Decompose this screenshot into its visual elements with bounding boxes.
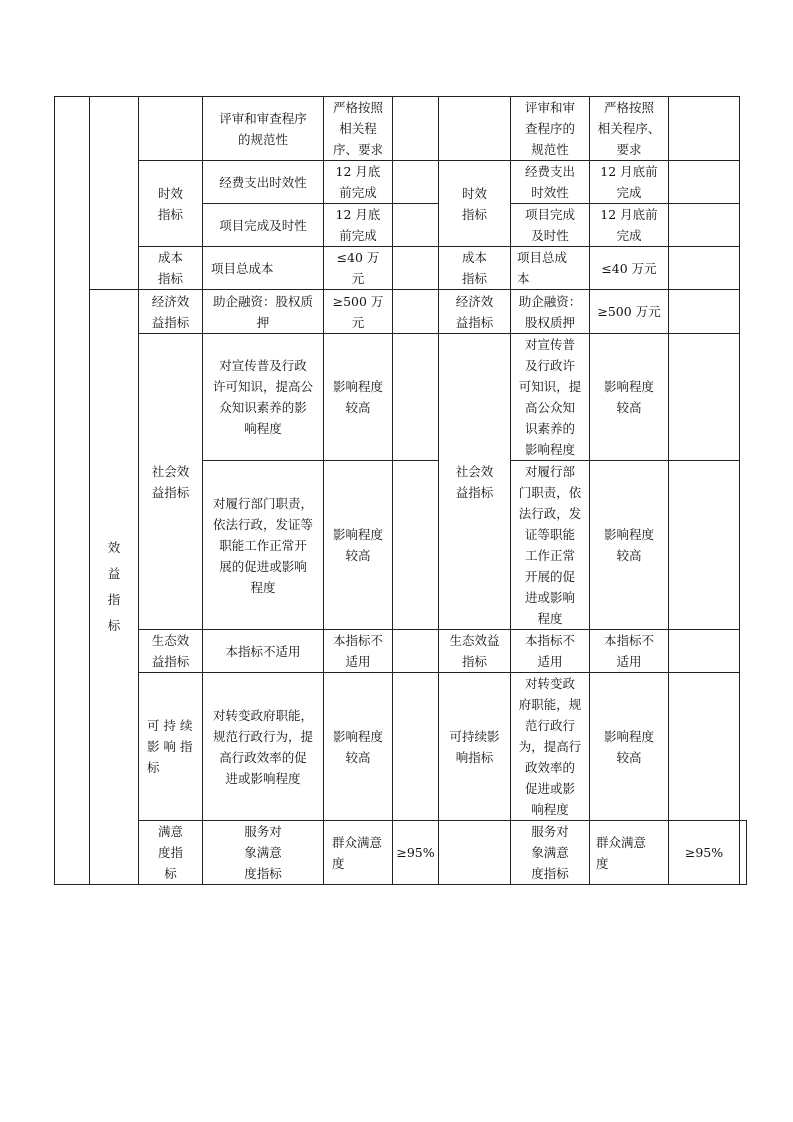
indicator-name-right: 助企融资： 股权质押 — [511, 290, 590, 334]
blank-cell — [439, 97, 511, 161]
blank-cell — [393, 461, 439, 630]
indicator-name-right: 经费支出 时效性 — [511, 161, 590, 204]
blank-cell — [393, 161, 439, 204]
table-row — [55, 161, 747, 204]
indicator-target: 影响程度 较高 — [324, 673, 393, 821]
indicator-category: 服务对 象满意 度指标 — [203, 821, 324, 885]
indicator-category-right: 经济效 益指标 — [439, 290, 511, 334]
indicator-name: 本指标不适用 — [203, 630, 324, 673]
blank-cell — [669, 247, 740, 290]
indicator-name: 项目总成本 — [203, 247, 324, 290]
satisfaction-indicator-label: 满意 度指 标 — [139, 821, 203, 885]
indicator-name: 对宣传普及行政 许可知识，提高公 众知识素养的影 响程度 — [203, 334, 324, 461]
blank-cell — [669, 290, 740, 334]
indicator-target-right: 严格按照 相关程序、 要求 — [590, 97, 669, 161]
indicator-target-right: ≤40 万元 — [590, 247, 669, 290]
indicator-name-right: 对宣传普 及行政许 可知识，提 高公众知 识素养的 影响程度 — [511, 334, 590, 461]
indicator-target: 本指标不 适用 — [324, 630, 393, 673]
indicator-target: 影响程度 较高 — [324, 334, 393, 461]
blank-cell — [393, 204, 439, 247]
blank-cell — [669, 97, 740, 161]
indicator-target-right: 影响程度 较高 — [590, 334, 669, 461]
performance-indicator-table — [54, 96, 747, 885]
indicator-name: 评审和审查程序 的规范性 — [203, 97, 324, 161]
indicator-target-right: 12 月底前 完成 — [590, 161, 669, 204]
table-row — [55, 97, 747, 161]
table-row — [55, 334, 747, 461]
indicator-target-right: ≥95% — [669, 821, 740, 885]
blank-cell — [740, 821, 747, 885]
indicator-category-right: 可持续影 响指标 — [439, 673, 511, 821]
blank-cell — [393, 247, 439, 290]
indicator-name: 项目完成及时性 — [203, 204, 324, 247]
indicator-category-right: 生态效益 指标 — [439, 630, 511, 673]
indicator-target: 严格按照 相关程 序、要求 — [324, 97, 393, 161]
indicator-target: 影响程度 较高 — [324, 461, 393, 630]
blank-cell — [139, 97, 203, 161]
blank-cell — [669, 161, 740, 204]
indicator-target-right: 影响程度 较高 — [590, 461, 669, 630]
blank-cell — [669, 204, 740, 247]
indicator-target: ≥500 万 元 — [324, 290, 393, 334]
outer-blank-cell — [55, 97, 90, 885]
indicator-category: 社会效 益指标 — [139, 334, 203, 630]
indicator-name: 对转变政府职能， 规范行政行为，提 高行政效率的促 进或影响程度 — [203, 673, 324, 821]
blank-cell — [393, 334, 439, 461]
indicator-target-right: 12 月底前 完成 — [590, 204, 669, 247]
blank-cell — [393, 97, 439, 161]
blank-cell — [90, 97, 139, 290]
indicator-target: 12 月底 前完成 — [324, 161, 393, 204]
indicator-name: 经费支出时效性 — [203, 161, 324, 204]
indicator-category-right: 社会效 益指标 — [439, 334, 511, 630]
indicator-target-right: 影响程度 较高 — [590, 673, 669, 821]
indicator-target: ≥95% — [393, 821, 439, 885]
indicator-name-right: 对转变政 府职能，规 范行政行 为，提高行 政效率的 促进或影 响程度 — [511, 673, 590, 821]
indicator-category: 经济效 益指标 — [139, 290, 203, 334]
indicator-name-right: 项目总成 本 — [511, 247, 590, 290]
indicator-name-right: 评审和审 查程序的 规范性 — [511, 97, 590, 161]
indicator-name-right: 对履行部 门职责，依 法行政，发 证等职能 工作正常 开展的促 进或影响 程度 — [511, 461, 590, 630]
indicator-name: 助企融资：股权质 押 — [203, 290, 324, 334]
table-row — [55, 290, 747, 334]
blank-cell — [669, 334, 740, 461]
blank-cell — [669, 461, 740, 630]
blank-cell — [669, 630, 740, 673]
blank-cell — [669, 673, 740, 821]
indicator-name-right: 本指标不 适用 — [511, 630, 590, 673]
blank-cell — [393, 673, 439, 821]
indicator-target: ≤40 万 元 — [324, 247, 393, 290]
blank-cell — [439, 821, 511, 885]
indicator-category-right: 服务对 象满意 度指标 — [511, 821, 590, 885]
indicator-target-right: 本指标不 适用 — [590, 630, 669, 673]
benefit-indicator-label: 效 益 指 标 — [90, 290, 139, 885]
indicator-name-right: 项目完成 及时性 — [511, 204, 590, 247]
table-row — [55, 821, 747, 885]
table-row — [55, 630, 747, 673]
indicator-category-right: 时效 指标 — [439, 161, 511, 247]
blank-cell — [393, 630, 439, 673]
table-row — [55, 247, 747, 290]
indicator-target: 12 月底 前完成 — [324, 204, 393, 247]
indicator-category: 生态效 益指标 — [139, 630, 203, 673]
indicator-category-right: 成本 指标 — [439, 247, 511, 290]
indicator-target-right: ≥500 万元 — [590, 290, 669, 334]
indicator-category: 时效 指标 — [139, 161, 203, 247]
indicator-name-right: 群众满意 度 — [590, 821, 669, 885]
indicator-name: 群众满意度 — [324, 821, 393, 885]
blank-cell — [393, 290, 439, 334]
indicator-category: 成本 指标 — [139, 247, 203, 290]
indicator-category: 可 持 续 影 响 指 标 — [139, 673, 203, 821]
indicator-name: 对履行部门职责， 依法行政，发证等 职能工作正常开 展的促进或影响 程度 — [203, 461, 324, 630]
table-row — [55, 673, 747, 821]
